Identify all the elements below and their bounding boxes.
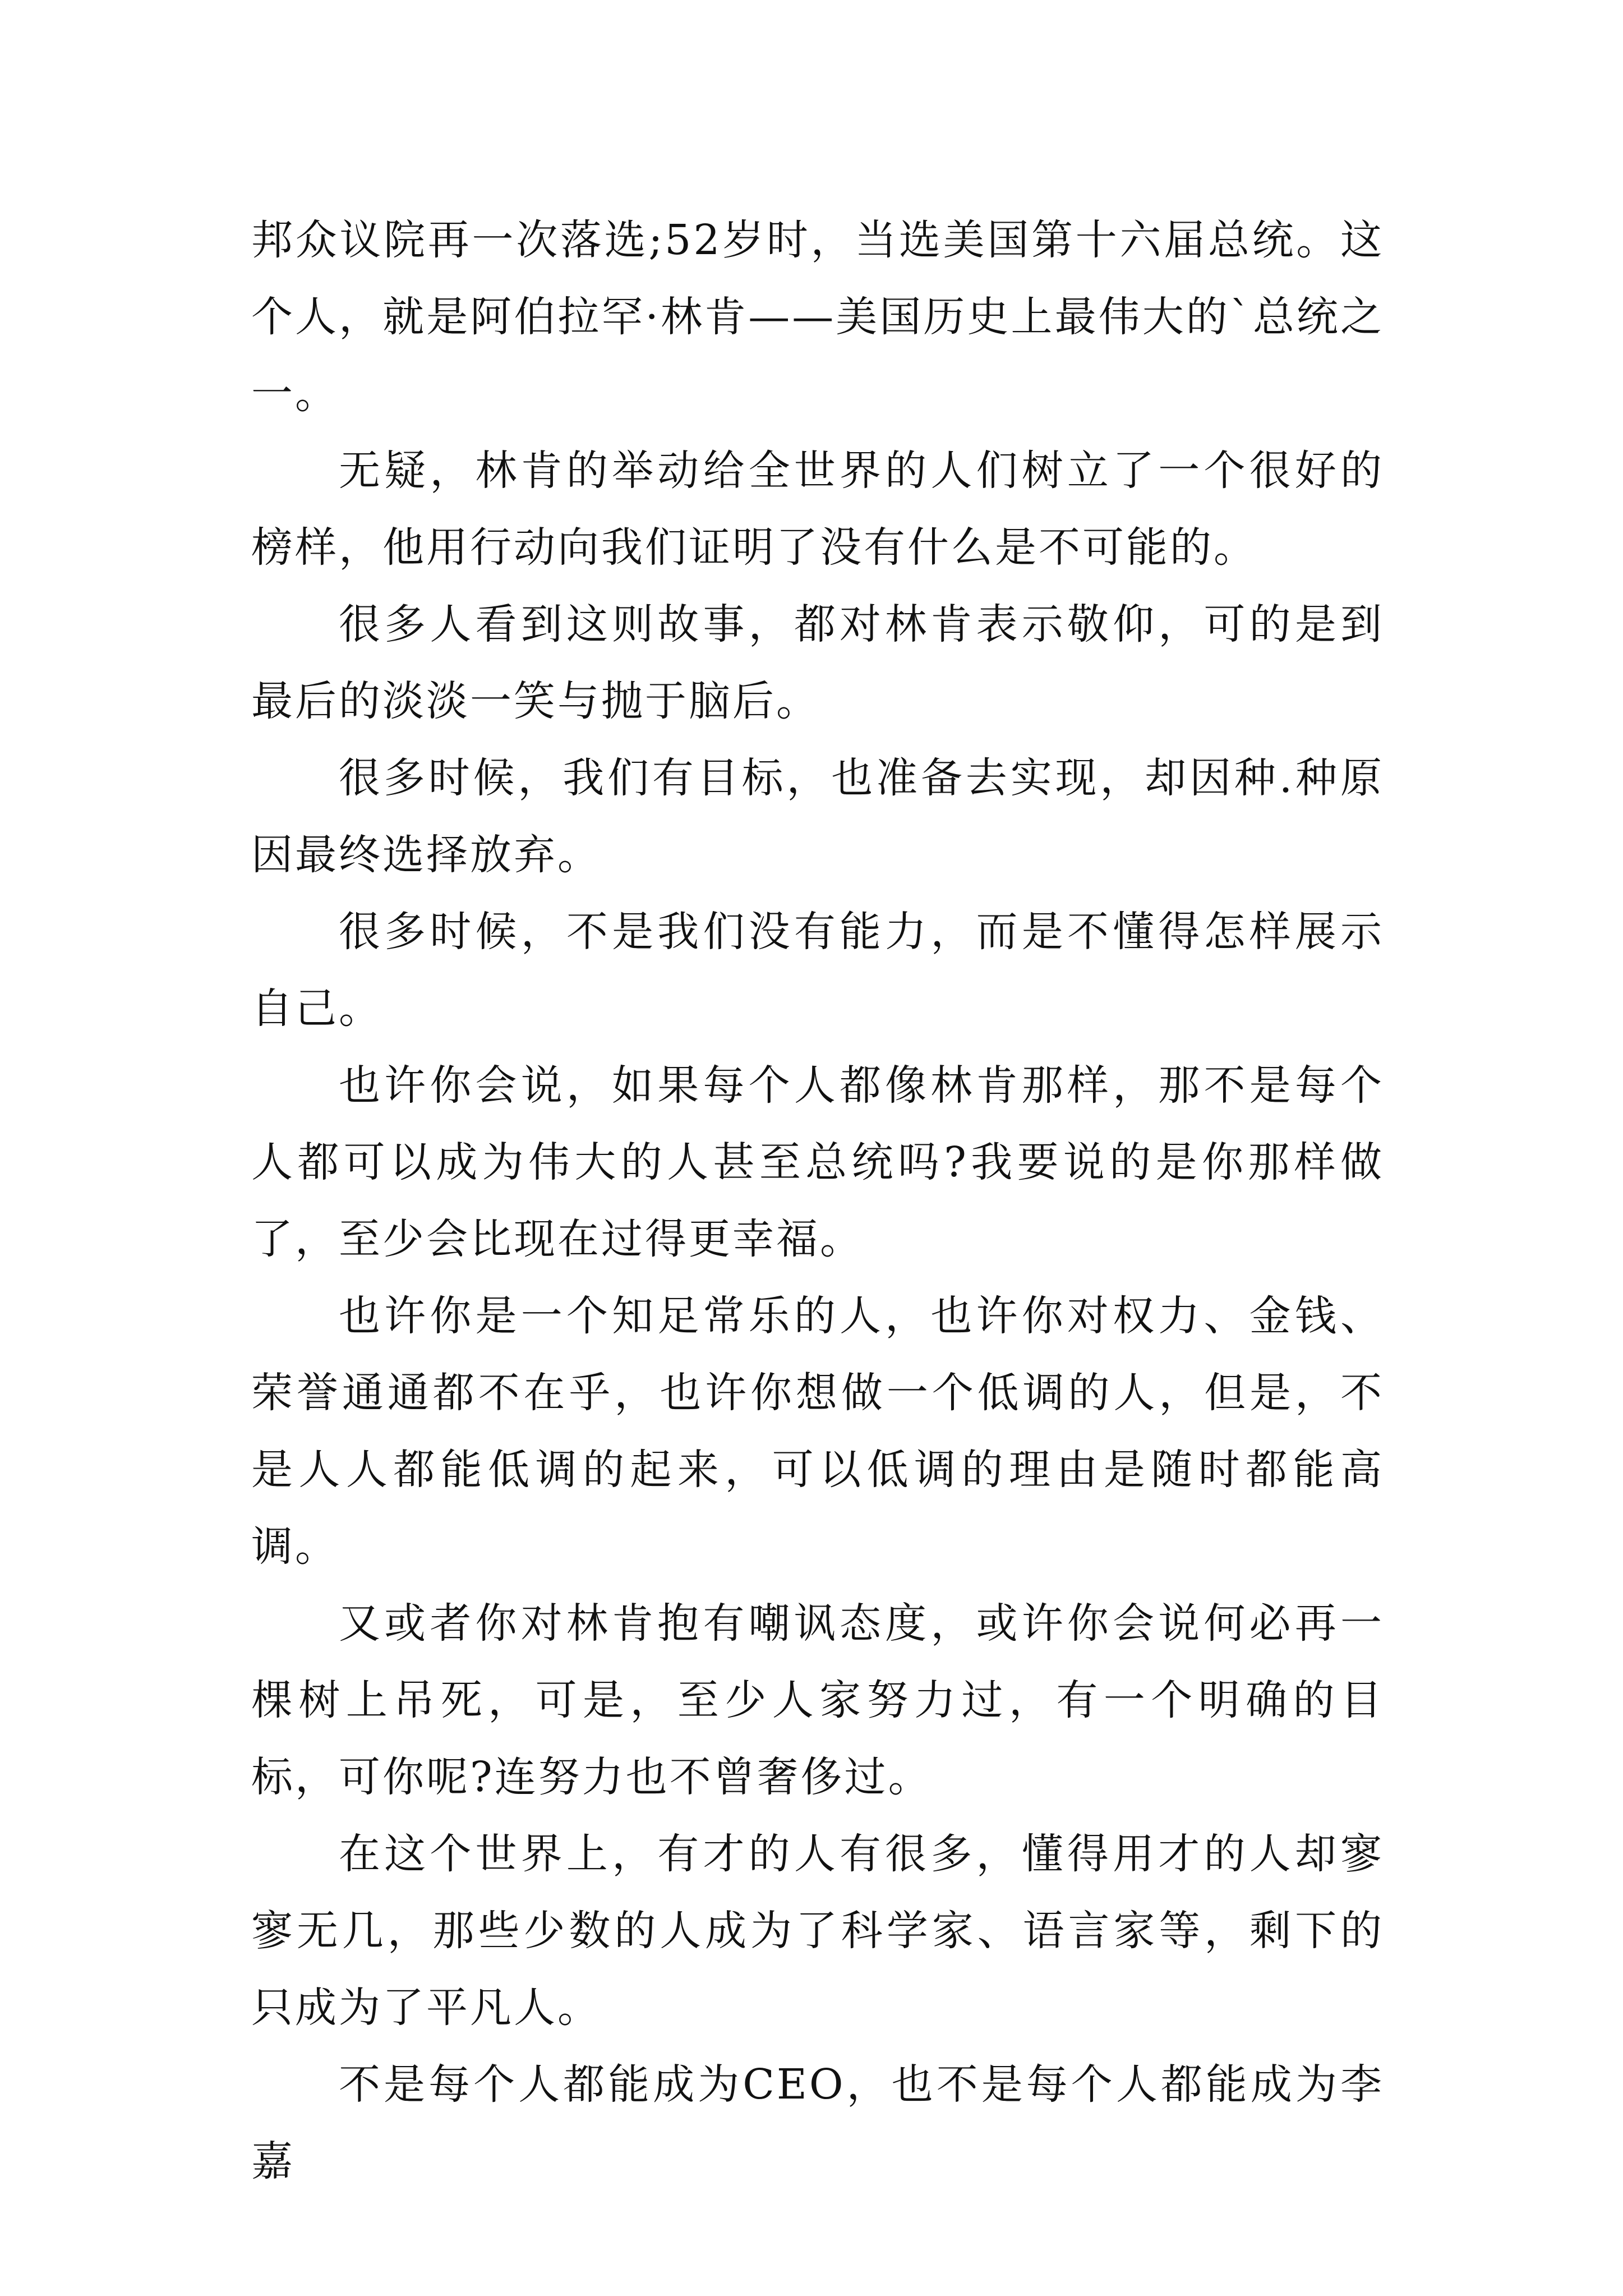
paragraph: 很多人看到这则故事，都对林肯表示敬仰，可的是到最后的淡淡一笑与抛于脑后。 bbox=[251, 600, 1384, 725]
paragraph: 也许你是一个知足常乐的人，也许你对权力、金钱、荣誉通通都不在乎，也许你想做一个低调的人，但是，不是人人都能低调的起来，可以低调的理由是随时都能高调。 bbox=[251, 1292, 1384, 1571]
paragraph: 很多时候，我们有目标，也准备去实现，却因种.种原因最终选择放弃。 bbox=[251, 754, 1384, 879]
paragraph: 也许你会说，如果每个人都像林肯那样，那不是每个人都可以成为伟大的人甚至总统吗?我要说的是你那样做了，至少会比现在过得更幸福。 bbox=[251, 1061, 1384, 1263]
paragraph: 无疑，林肯的举动给全世界的人们树立了一个很好的榜样，他用行动向我们证明了没有什么是不可能的。 bbox=[251, 447, 1384, 572]
body-text bbox=[251, 202, 1384, 2200]
paragraph: 又或者你对林肯抱有嘲讽态度，或许你会说何必再一棵树上吊死，可是，至少人家努力过，有一个明确的目标，可你呢?连努力也不曾奢侈过。 bbox=[251, 1599, 1384, 1801]
paragraph: 邦众议院再一次落选;52岁时，当选美国第十六届总统。这个人，就是阿伯拉罕·林肯——美国历史上最伟大的`总统之一。 bbox=[251, 216, 1384, 418]
paragraph: 不是每个人都能成为CEO，也不是每个人都能成为李嘉 bbox=[251, 2060, 1384, 2185]
paragraph: 很多时候，不是我们没有能力，而是不懂得怎样展示自己。 bbox=[251, 908, 1384, 1033]
paragraph: 在这个世界上，有才的人有很多，懂得用才的人却寥寥无几，那些少数的人成为了科学家、语言家等，剩下的只成为了平凡人。 bbox=[251, 1830, 1384, 2032]
